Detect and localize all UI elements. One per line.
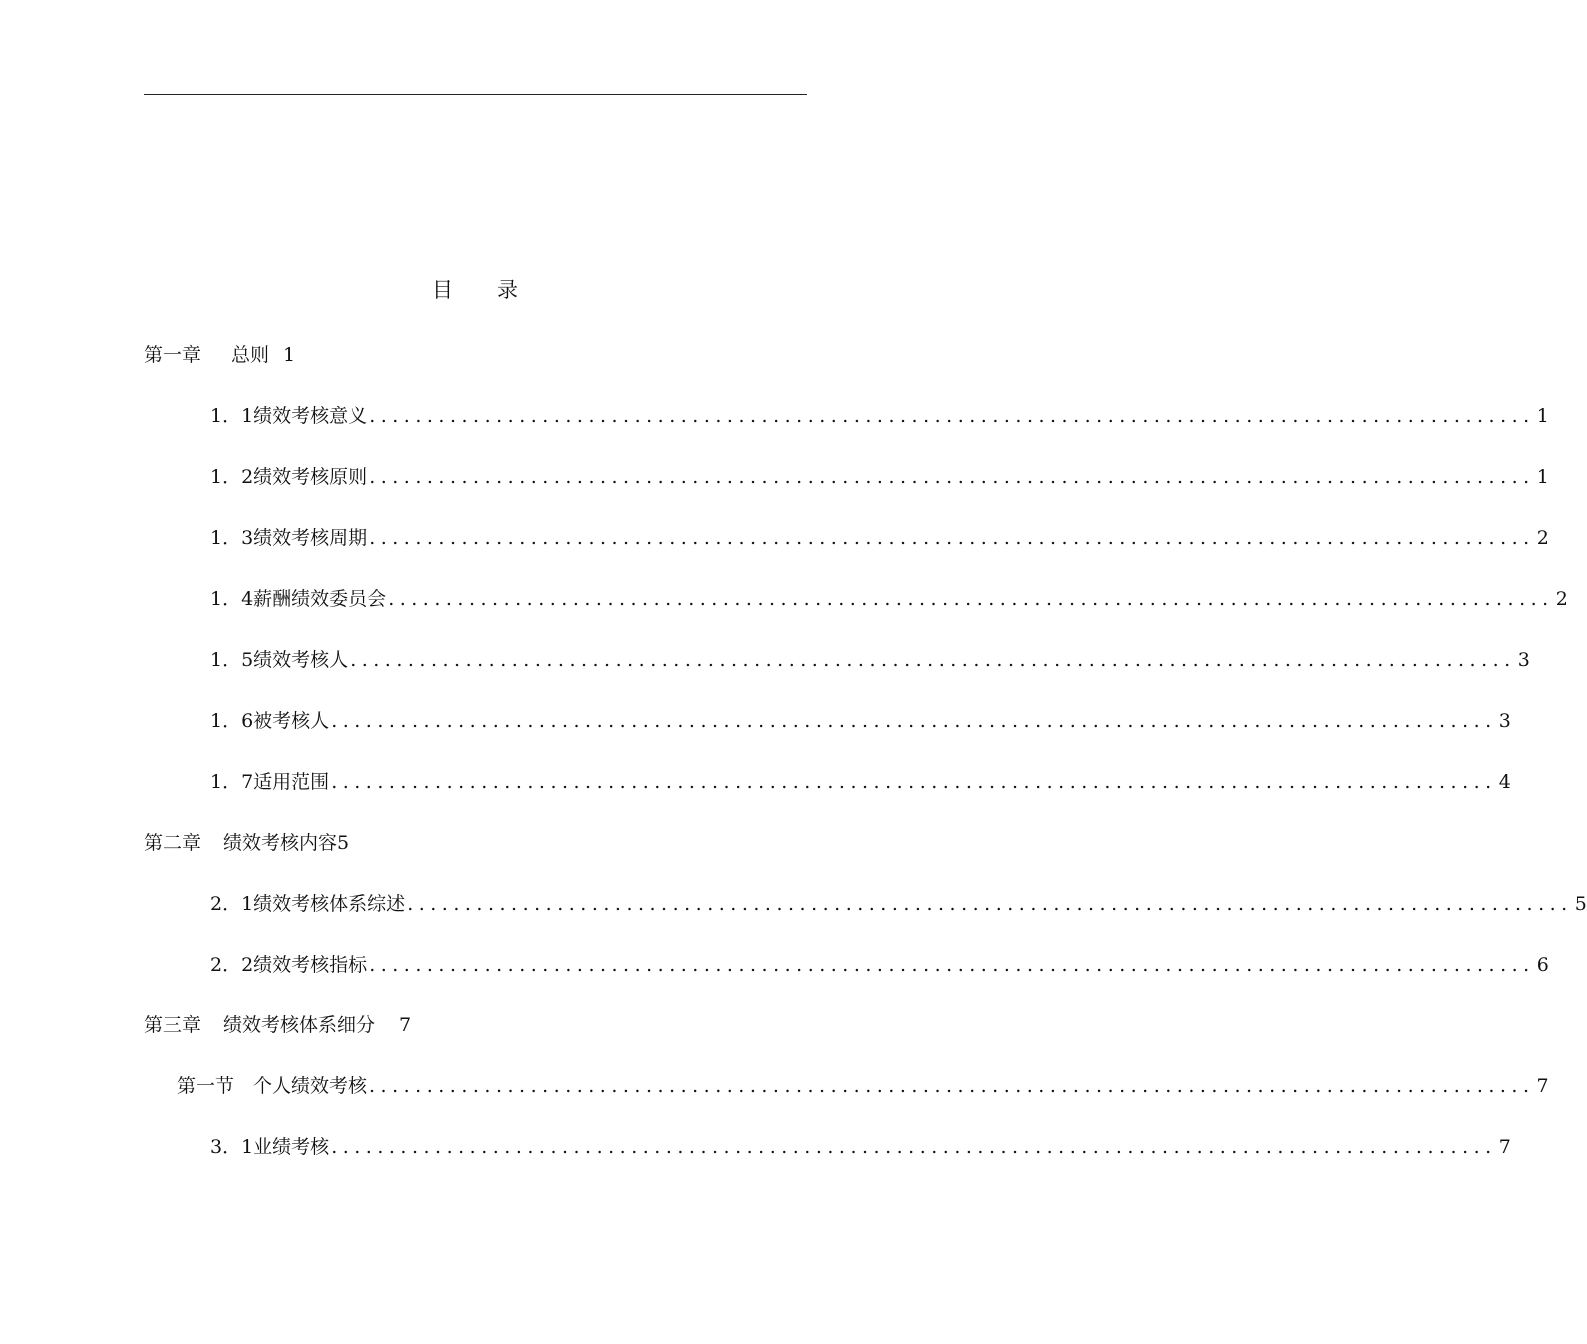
chapter-page: 7 xyxy=(399,1014,412,1036)
entry-label: 1．5绩效考核人 xyxy=(210,649,349,671)
entry-leader: ..................................................................................................... xyxy=(331,710,1497,732)
toc-title xyxy=(0,274,950,304)
toc-title-right: 录 xyxy=(497,278,518,302)
entry-page: 3 xyxy=(1517,649,1530,671)
entry-page: 4 xyxy=(1498,771,1511,793)
entry-label: 3．1业绩考核 xyxy=(210,1136,330,1158)
entry-leader: ..................................................................................................... xyxy=(350,649,1516,671)
toc-entry-1-2[interactable] xyxy=(210,462,1549,492)
toc-entry-1-3[interactable] xyxy=(210,523,1549,553)
entry-leader: ..................................................................................................... xyxy=(369,405,1535,427)
toc-entry-1-6[interactable] xyxy=(210,706,1511,736)
entry-page: 7 xyxy=(1498,1136,1511,1158)
entry-page: 1 xyxy=(1536,466,1549,488)
entry-label: 1．2绩效考核原则 xyxy=(210,466,368,488)
entry-leader: ..................................................................................................... xyxy=(331,771,1497,793)
toc-entry-2-1[interactable] xyxy=(210,889,1587,919)
entry-page: 7 xyxy=(1536,1075,1549,1097)
toc-entry-1-7[interactable] xyxy=(210,767,1511,797)
entry-leader: ..................................................................................................... xyxy=(407,893,1573,915)
toc-entry-2-2[interactable] xyxy=(210,950,1549,980)
entry-page: 2 xyxy=(1536,527,1549,549)
entry-leader: ..................................................................................................... xyxy=(369,466,1535,488)
toc-title-left: 目 xyxy=(432,278,453,302)
entry-leader: ..................................................................................................... xyxy=(369,1075,1535,1097)
toc-entry-3-1[interactable] xyxy=(210,1132,1511,1162)
chapter-title: 总则 xyxy=(231,344,270,366)
chapter-title: 绩效考核内容5 xyxy=(223,832,350,854)
entry-label: 第一节 个人绩效考核 xyxy=(177,1075,368,1097)
toc-entry-1-5[interactable] xyxy=(210,645,1530,675)
chapter-page: 1 xyxy=(283,344,296,366)
entry-page: 2 xyxy=(1555,588,1568,610)
toc-section-3-1[interactable] xyxy=(177,1071,1549,1101)
toc-entry-1-4[interactable] xyxy=(210,584,1568,614)
entry-label: 1．4薪酬绩效委员会 xyxy=(210,588,387,610)
entry-leader: ..................................................................................................... xyxy=(331,1136,1497,1158)
entry-label: 1．3绩效考核周期 xyxy=(210,527,368,549)
entry-label: 1．6被考核人 xyxy=(210,710,330,732)
chapter-label: 第一章 xyxy=(144,344,202,366)
toc-chapter-1[interactable] xyxy=(144,340,295,370)
entry-label: 1．1绩效考核意义 xyxy=(210,405,368,427)
entry-leader: ..................................................................................................... xyxy=(388,588,1554,610)
chapter-label: 第二章 xyxy=(144,832,202,854)
entry-page: 6 xyxy=(1536,954,1549,976)
toc-chapter-3[interactable] xyxy=(144,1010,411,1040)
entry-page: 5 xyxy=(1574,893,1587,915)
toc-entry-1-1[interactable] xyxy=(210,401,1549,431)
toc-chapter-2[interactable] xyxy=(144,828,349,858)
entry-label: 2．1绩效考核体系综述 xyxy=(210,893,406,915)
entry-label: 1．7适用范围 xyxy=(210,771,330,793)
entry-leader: ..................................................................................................... xyxy=(369,954,1535,976)
header-rule xyxy=(144,94,807,95)
chapter-title: 绩效考核体系细分 xyxy=(223,1014,376,1036)
entry-page: 3 xyxy=(1498,710,1511,732)
entry-label: 2．2绩效考核指标 xyxy=(210,954,368,976)
chapter-label: 第三章 xyxy=(144,1014,202,1036)
entry-page: 1 xyxy=(1536,405,1549,427)
entry-leader: ..................................................................................................... xyxy=(369,527,1535,549)
